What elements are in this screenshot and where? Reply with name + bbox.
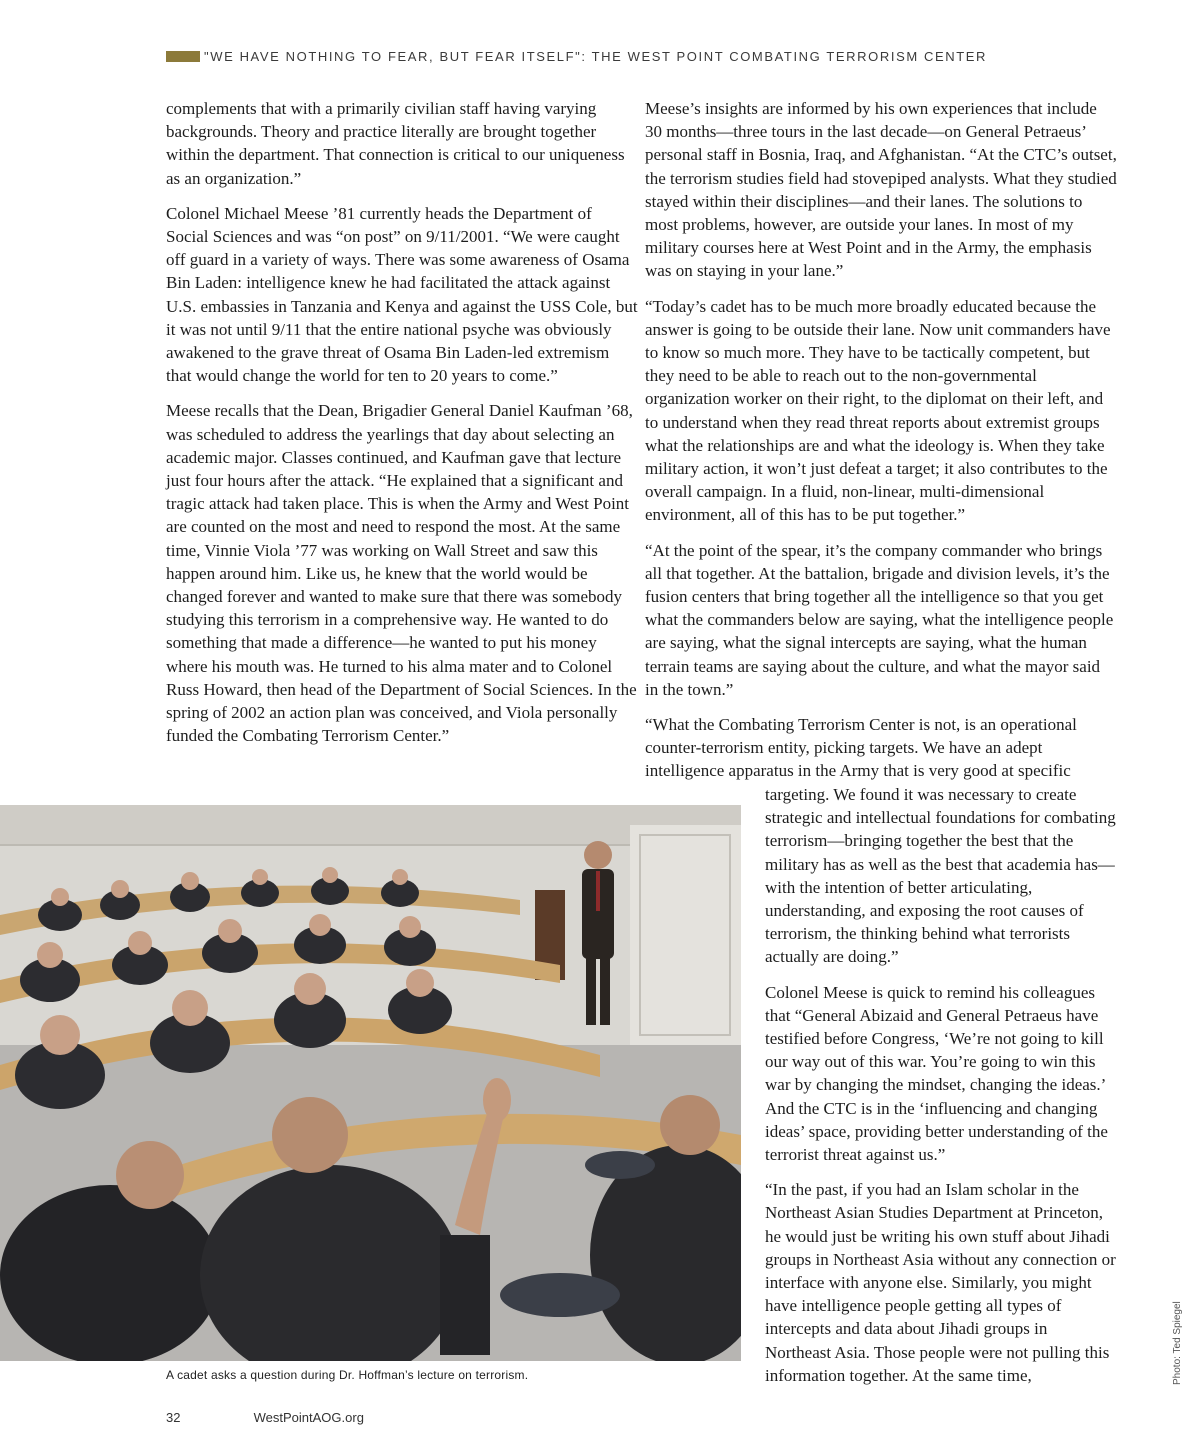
header-title: "WE HAVE NOTHING TO FEAR, BUT FEAR ITSELF": THE WEST POINT COMBATING TERRORISM CENTER	[204, 48, 988, 64]
site-link: WestPointAOG.org	[253, 1410, 364, 1425]
article-column-left	[166, 97, 638, 759]
photo-caption: A cadet asks a question during Dr. Hoffman’s lecture on terrorism.	[166, 1368, 529, 1382]
page-footer	[166, 1410, 566, 1430]
article-column-right-bottom	[765, 783, 1117, 1399]
paragraph: “In the past, if you had an Islam scholar in the Northeast Asian Studies Department at Princeton, he would just be writing his own stuff about Jihadi groups in Northeast Asia without any connection or interface with anyone else. Similarly, you might have intelligence people getting all types of intercepts and data about Jihadi groups in Northeast Asia. Those people were not pulling this information together. At the same time,	[765, 1180, 1116, 1385]
article-column-right-top	[645, 97, 1117, 795]
page-number: 32	[166, 1410, 181, 1425]
classroom-photo	[0, 805, 741, 1361]
paragraph: complements that with a primarily civilian staff having varying backgrounds. Theory and practice literally are brought together within the department. That connection is critical to our uniqueness as an organization.”	[166, 99, 625, 188]
photo-credit: Photo: Ted Spiegel	[1172, 1301, 1183, 1385]
running-header	[166, 46, 1066, 66]
paragraph: “What the Combating Terrorism Center is not, is an operational counter-terrorism entity, picking targets. We have an adept intelligence apparatus in the Army that is very good at specific	[645, 715, 1077, 781]
paragraph: Colonel Meese is quick to remind his colleagues that “General Abizaid and General Petraeus have testified before Congress, ‘We’re not going to kill our way out of this war. You’re going to win this war by changing the mindset, changing the ideas.’ And the CTC is in the ‘influencing and changing ideas’ space, providing better understanding of the terrorist threat against us.”	[765, 982, 1108, 1165]
paragraph: Meese’s insights are informed by his own experiences that include 30 months—three tours in the last decade—on General Petraeus’ personal staff in Bosnia, Iraq, and Afghanistan. “At the CTC’s outset, the terrorism studies field had stovepiped analysts. What they studied stayed within their disciplines—and their lanes. The solutions to most problems, however, are outside your lanes. In most of my military courses here at West Point and in the Army, the emphasis was on staying in your lane.”	[645, 99, 1117, 281]
paragraph: “Today’s cadet has to be much more broadly educated because the answer is going to be outside their lane. Now unit commanders have to know so much more. They have to be tactically competent, but they need to be able to reach out to the non-governmental organization worker on their right, to the diplomat on their left, and to understand when they read threat reports about extremist groups what the relationships are and what the ideology is. When they take military action, it won’t just defeat a target; it also contributes to the overall campaign. In a fluid, non-linear, multi-dimensional environment, all of this has to be put together.”	[645, 296, 1111, 525]
paragraph: targeting. We found it was necessary to create strategic and intellectual foundations for combating terrorism—bringing together the best that the military has as well as the best that academia has—with the intention of better articulating, understanding, and exposing the root causes of terrorism, the thinking behind what terrorists actually are doing.”	[765, 785, 1116, 967]
paragraph: “At the point of the spear, it’s the company commander who brings all that together. At the battalion, brigade and division levels, it’s the fusion centers that bring together all the intelligence so that you get what the commanders below are saying, what the intelligence people are saying, what the signal intercepts are saying, what the human terrain teams are saying about the culture, and what the mayor said in the town.”	[645, 540, 1114, 699]
paragraph: Meese recalls that the Dean, Brigadier General Daniel Kaufman ’68, was scheduled to address the yearlings that day about selecting an academic major. Classes continued, and Kaufman gave that lecture just four hours after the attack. “He explained that a significant and tragic attack had taken place. This is when the Army and West Point are counted on the most and need to respond the most. At the same time, Vinnie Viola ’77 was working on Wall Street and saw this happen around him. Like us, he knew that the world would be changed forever and wanted to make sure that there was somebody studying this terrorism in a comprehensive way. He wanted to do something that made a difference—he wanted to put his money where his mouth was. He turned to his alma mater and to Colonel Russ Howard, then head of the Department of Social Sciences. In the spring of 2002 an action plan was conceived, and Viola personally funded the Combating Terrorism Center.”	[166, 401, 637, 746]
paragraph: Colonel Michael Meese ’81 currently heads the Department of Social Sciences and was “on post” on 9/11/2001. “We were caught off guard in a variety of ways. There was some awareness of Osama Bin Laden: intelligence knew he had facilitated the attack against U.S. embassies in Tanzania and Kenya and against the USS Cole, but it was not until 9/11 that the entire national psyche was obviously awakened to the grave threat of Osama Bin Laden-led extremism that would change the world for ten to 20 years to come.”	[166, 203, 638, 386]
header-accent-bar	[166, 51, 200, 62]
